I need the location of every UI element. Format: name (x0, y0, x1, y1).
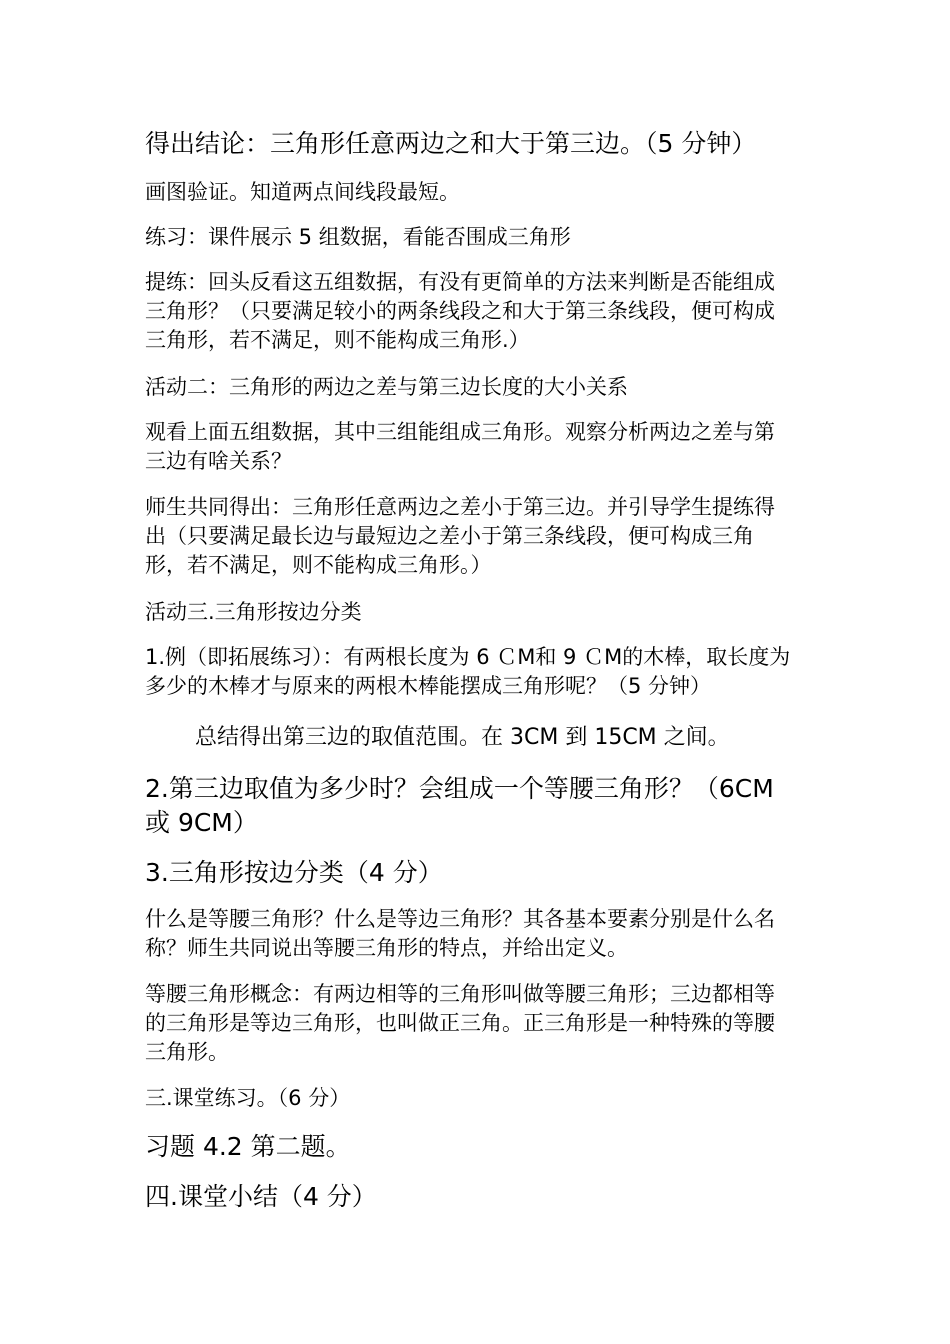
teacher-student-paragraph: 师生共同得出：三角形任意两边之差小于第三边。并引导学生提练得出（只要满足最长边与最短边之差小于第三条线段，便可构成三角形，若不满足，则不能构成三角形。） (145, 495, 775, 577)
activity-three-heading: 活动三.三角形按边分类 (145, 600, 362, 624)
activity-two-heading: 活动二：三角形的两边之差与第三边长度的大小关系 (145, 375, 628, 399)
classification-heading: 3.三角形按边分类（4 分） (145, 858, 443, 887)
class-summary-heading: 四.课堂小结（4 分） (145, 1182, 377, 1211)
conclusion-paragraph: 得出结论：三角形任意两边之和大于第三边。（5 分钟） (145, 129, 757, 158)
example-paragraph: 1.例（即拓展练习）：有两根长度为 6 ＣM和 9 ＣM的木棒，取长度为多少的木棒才与原来的两根木棒能摆成三角形呢？（5 分钟） (145, 645, 791, 698)
observe-paragraph: 观看上面五组数据，其中三组能组成三角形。观察分析两边之差与第三边有啥关系？ (145, 420, 775, 473)
exercise-paragraph: 练习：课件展示 5 组数据，看能否围成三角形 (145, 225, 571, 249)
refine-paragraph: 提练：回头反看这五组数据，有没有更简单的方法来判断是否能组成三角形？（只要满足较小的两条线段之和大于第三条线段，便可构成三角形，若不满足，则不能构成三角形.） (145, 270, 775, 352)
summary-range-paragraph: 总结得出第三边的取值范围。在 3CM 到 15CM 之间。 (195, 725, 730, 750)
definition-question-paragraph: 什么是等腰三角形？什么是等边三角形？其各基本要素分别是什么名称？师生共同说出等腰三角形的特点，并给出定义。 (145, 907, 775, 960)
classroom-exercise-heading: 三.课堂练习。（6 分） (145, 1086, 351, 1110)
isosceles-question-paragraph: 2.第三边取值为多少时？会组成一个等腰三角形？（6CM 或 9CM） (145, 774, 774, 837)
homework-paragraph: 习题 4.2 第二题。 (145, 1132, 351, 1161)
isosceles-concept-paragraph: 等腰三角形概念：有两边相等的三角形叫做等腰三角形；三边都相等的三角形是等边三角形，也叫做正三角。正三角形是一种特殊的等腰三角形。 (145, 982, 775, 1064)
drawing-verification-paragraph: 画图验证。知道两点间线段最短。 (145, 180, 460, 204)
